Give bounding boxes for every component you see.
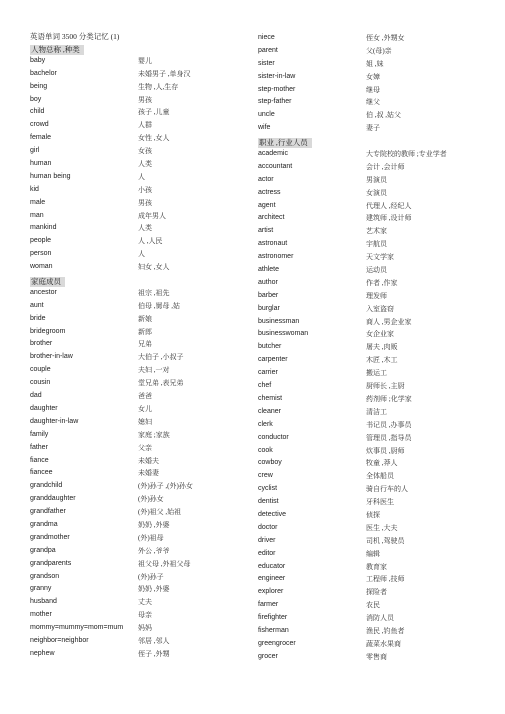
vocab-entry (30, 158, 252, 171)
chinese-meaning: 小孩 (138, 185, 152, 194)
chinese-meaning: 作者 ,作家 (366, 278, 398, 287)
english-word: mankind (30, 224, 57, 232)
chinese-meaning: 入室盗窃 (366, 304, 394, 313)
english-word: kid (30, 185, 39, 193)
english-word: brother-in-law (30, 353, 73, 361)
english-word: step-mother (258, 85, 296, 93)
right-column (258, 32, 480, 664)
vocab-entry (30, 248, 252, 261)
english-word: astronaut (258, 240, 288, 248)
english-word: engineer (258, 575, 286, 583)
chinese-meaning: 奶奶 ,外婆 (138, 520, 170, 529)
chinese-meaning: 艺术家 (366, 227, 387, 236)
vocab-entry (258, 122, 480, 135)
chinese-meaning: 兄弟 (138, 340, 152, 349)
chinese-meaning: 医生 ,大夫 (366, 523, 398, 532)
chinese-meaning: 侄子 ,外甥 (138, 649, 170, 658)
english-word: nephew (30, 649, 55, 657)
vocab-entry (258, 432, 480, 445)
english-word: sister-in-law (258, 72, 296, 80)
vocab-entry (258, 200, 480, 213)
english-word: cleaner (258, 407, 281, 415)
chinese-meaning: 屠夫 ,肉贩 (366, 343, 398, 352)
chinese-meaning: 祖父母 ,外祖父母 (138, 559, 191, 568)
chinese-meaning: 人类 (138, 160, 152, 169)
english-word: bride (30, 314, 46, 322)
chinese-meaning: 孩子 ,儿童 (138, 108, 170, 117)
vocab-entry (30, 300, 252, 313)
english-word: academic (258, 150, 288, 158)
vocab-entry (258, 45, 480, 58)
chinese-meaning: 司机 ,驾驶员 (366, 536, 405, 545)
chinese-meaning: 外公 ,爷爷 (138, 546, 170, 555)
english-word: grandpa (30, 546, 56, 554)
vocab-entry (258, 367, 480, 380)
english-word: step-father (258, 98, 292, 106)
chinese-meaning: 新娘 (138, 314, 152, 323)
chinese-meaning: 女企业家 (366, 330, 394, 339)
vocab-entry (258, 561, 480, 574)
chinese-meaning: 搬运工 (366, 369, 387, 378)
english-word: couple (30, 366, 51, 374)
chinese-meaning: 姐 ,妹 (366, 59, 384, 68)
vocab-entry (258, 419, 480, 432)
english-word: butcher (258, 343, 282, 351)
english-word: mother (30, 611, 52, 619)
chinese-meaning: 建筑师 ,设计师 (366, 214, 412, 223)
english-word: male (30, 198, 46, 206)
vocab-entry (258, 174, 480, 187)
english-word: detective (258, 510, 287, 518)
chinese-meaning: 药剂师 ;化学家 (366, 394, 412, 403)
vocab-entry (30, 493, 252, 506)
vocab-entry (30, 558, 252, 571)
chinese-meaning: 侦探 (366, 510, 380, 519)
vocab-entry (258, 625, 480, 638)
chinese-meaning: 木匠 ,木工 (366, 356, 398, 365)
vocab-entry (258, 290, 480, 303)
chinese-meaning: 继母 (366, 85, 380, 94)
chinese-meaning: 伯母 ,舅母 ,姑 (138, 301, 180, 310)
vocab-entry (258, 496, 480, 509)
vocab-entry (30, 583, 252, 596)
english-word: explorer (258, 588, 284, 596)
vocab-entry (30, 210, 252, 223)
english-word: grocer (258, 652, 278, 660)
vocab-entry (258, 212, 480, 225)
chinese-meaning: 祖宗 ,祖先 (138, 288, 170, 297)
english-word: woman (30, 263, 53, 271)
english-word: actress (258, 188, 281, 196)
chinese-meaning: 丈夫 (138, 598, 152, 607)
english-word: burglar (258, 304, 280, 312)
english-word: conductor (258, 433, 289, 441)
chinese-meaning: 宇航员 (366, 240, 387, 249)
left-sections (30, 42, 252, 661)
vocab-entry (258, 380, 480, 393)
vocab-entry (30, 390, 252, 403)
vocab-entry (258, 264, 480, 277)
vocab-entry (258, 612, 480, 625)
english-word: dad (30, 392, 42, 400)
chinese-meaning: 牧童 ,莽人 (366, 459, 398, 468)
english-word: chemist (258, 394, 283, 402)
chinese-meaning: 男演员 (366, 175, 387, 184)
english-word: fiancee (30, 469, 53, 477)
english-word: brother (30, 340, 53, 348)
english-word: architect (258, 214, 285, 222)
english-word: family (30, 430, 49, 438)
english-word: grandparents (30, 559, 72, 567)
vocab-entry (30, 313, 252, 326)
chinese-meaning: 蔬菜水果商 (366, 639, 401, 648)
chinese-meaning: 妻子 (366, 124, 380, 133)
english-word: bachelor (30, 69, 57, 77)
chinese-meaning: 清洁工 (366, 407, 387, 416)
english-word: mommy=mummy=mom=mum (30, 624, 124, 632)
vocab-entry (30, 197, 252, 210)
vocab-entry (258, 535, 480, 548)
chinese-meaning: 母亲 (138, 611, 152, 620)
english-word: editor (258, 549, 276, 557)
vocab-entry (258, 58, 480, 71)
chinese-meaning: 编辑 (366, 549, 380, 558)
vocab-entry (30, 480, 252, 493)
vocab-entry (30, 532, 252, 545)
chinese-meaning: 媳妇 (138, 417, 152, 426)
vocab-entry (30, 351, 252, 364)
english-word: granddaughter (30, 495, 76, 503)
vocab-entry (258, 406, 480, 419)
english-word: grandmother (30, 533, 70, 541)
chinese-meaning: 理发师 (366, 291, 387, 300)
english-word: cowboy (258, 459, 282, 467)
chinese-meaning: 伯 ,叔 ,姑父 (366, 111, 401, 120)
vocab-entry (258, 238, 480, 251)
english-word: carpenter (258, 356, 288, 364)
vocab-entry (258, 457, 480, 470)
vocab-entry (258, 187, 480, 200)
chinese-meaning: 邻居 ,邻人 (138, 636, 170, 645)
vocab-entry (258, 96, 480, 109)
vocab-entry (258, 316, 480, 329)
vocab-entry (30, 94, 252, 107)
chinese-meaning: 全体船员 (366, 472, 394, 481)
vocab-entry (258, 71, 480, 84)
vocab-entry (30, 442, 252, 455)
chinese-meaning: 教育家 (366, 562, 387, 571)
section-heading: 职业 ,行业人员 (258, 138, 312, 148)
vocab-entry (258, 303, 480, 316)
english-word: ancestor (30, 288, 57, 296)
vocab-entry (258, 586, 480, 599)
vocab-entry (30, 68, 252, 81)
english-word: agent (258, 201, 276, 209)
english-word: dentist (258, 498, 279, 506)
english-word: fiance (30, 456, 49, 464)
english-word: husband (30, 598, 57, 606)
vocab-entry (30, 106, 252, 119)
chinese-meaning: 父亲 (138, 443, 152, 452)
english-word: daughter-in-law (30, 417, 79, 425)
chinese-meaning: 女嫜 (366, 72, 380, 81)
english-word: cook (258, 446, 273, 454)
chinese-meaning: 人 (138, 172, 145, 181)
english-word: human (30, 160, 52, 168)
chinese-meaning: 继父 (366, 98, 380, 107)
english-word: fisherman (258, 626, 289, 634)
section-heading-row (30, 42, 252, 55)
chinese-meaning: 家庭 ;家族 (138, 430, 170, 439)
english-word: daughter (30, 404, 58, 412)
english-word: person (30, 250, 52, 258)
english-word: aunt (30, 301, 44, 309)
vocab-entry (30, 519, 252, 532)
vocab-entry (258, 638, 480, 651)
chinese-meaning: 消防人员 (366, 614, 394, 623)
english-word: grandson (30, 572, 60, 580)
english-word: crew (258, 472, 273, 480)
vocab-entry (258, 84, 480, 97)
english-word: businesswoman (258, 330, 309, 338)
vocab-entry (30, 596, 252, 609)
chinese-meaning: 商人 ,男企业家 (366, 317, 412, 326)
vocab-entry (30, 429, 252, 442)
english-word: artist (258, 227, 274, 235)
chinese-meaning: 堂兄弟 ,表兄弟 (138, 379, 184, 388)
english-word: cyclist (258, 485, 278, 493)
english-word: baby (30, 56, 46, 64)
english-word: father (30, 443, 48, 451)
vocab-entry (30, 184, 252, 197)
vocab-entry (258, 32, 480, 45)
chinese-meaning: 女演员 (366, 188, 387, 197)
chinese-meaning: 女儿 (138, 404, 152, 413)
chinese-meaning: 厨师长 ,主厨 (366, 382, 405, 391)
english-word: girl (30, 147, 40, 155)
english-word: man (30, 211, 44, 219)
vocab-entry (30, 455, 252, 468)
vocab-entry (258, 522, 480, 535)
chinese-meaning: (外)孙子 ,(外)孙女 (138, 482, 193, 491)
chinese-meaning: 爸爸 (138, 392, 152, 401)
chinese-meaning: 妈妈 (138, 624, 152, 633)
english-word: athlete (258, 266, 280, 274)
english-word: cousin (30, 379, 51, 387)
english-word: author (258, 278, 278, 286)
english-word: granny (30, 585, 52, 593)
chinese-meaning: 渔民 ,钓鱼者 (366, 626, 405, 635)
english-word: clerk (258, 420, 273, 428)
chinese-meaning: 会计 ,会计师 (366, 162, 405, 171)
vocab-entry (30, 648, 252, 661)
vocab-entry (30, 571, 252, 584)
english-word: chef (258, 382, 272, 390)
vocab-entry (30, 235, 252, 248)
vocab-entry (258, 161, 480, 174)
chinese-meaning: 新郎 (138, 327, 152, 336)
chinese-meaning: 奶奶 ,外婆 (138, 585, 170, 594)
chinese-meaning: 人类 (138, 224, 152, 233)
english-word: businessman (258, 317, 300, 325)
chinese-meaning: 男孩 (138, 198, 152, 207)
english-word: doctor (258, 523, 278, 531)
english-word: actor (258, 175, 274, 183)
vocab-entry (258, 109, 480, 122)
vocab-entry (30, 119, 252, 132)
english-word: accountant (258, 162, 293, 170)
english-word: being (30, 82, 48, 90)
vocab-entry (258, 548, 480, 561)
chinese-meaning: 工程师 ,技师 (366, 575, 405, 584)
chinese-meaning: 女孩 (138, 147, 152, 156)
vocab-entry (30, 467, 252, 480)
english-word: grandchild (30, 482, 63, 490)
english-word: niece (258, 34, 275, 41)
vocab-entry (30, 545, 252, 558)
english-word: greengrocer (258, 639, 296, 647)
chinese-meaning: 书记员 ,办事员 (366, 420, 412, 429)
english-word: uncle (258, 111, 275, 119)
chinese-meaning: 女性 ,女人 (138, 134, 170, 143)
chinese-meaning: 炊事员 ,厨师 (366, 446, 405, 455)
vocab-entry (258, 225, 480, 238)
vocab-entry (30, 171, 252, 184)
english-word: neighbor=neighbor (30, 636, 89, 644)
left-column (30, 32, 252, 661)
vocab-entry (30, 338, 252, 351)
english-word: sister (258, 59, 275, 67)
chinese-meaning: (外)祖父 ,始祖 (138, 508, 182, 517)
section-heading-row (258, 135, 480, 148)
right-sections (258, 32, 480, 664)
english-word: astronomer (258, 253, 294, 261)
vocab-entry (258, 509, 480, 522)
chinese-meaning: 父(母)亲 (366, 46, 392, 55)
vocab-entry (258, 341, 480, 354)
chinese-meaning: 未婚男子 ,单身汉 (138, 69, 191, 78)
english-word: parent (258, 46, 278, 54)
chinese-meaning: 大专院校的教师 ;专业学者 (366, 150, 447, 159)
chinese-meaning: 探险者 (366, 588, 387, 597)
english-word: wife (258, 124, 271, 132)
vocab-entry (258, 328, 480, 341)
chinese-meaning: 零售商 (366, 652, 387, 661)
vocab-entry (258, 573, 480, 586)
vocab-entry (30, 622, 252, 635)
english-word: farmer (258, 601, 279, 609)
chinese-meaning: 天文学家 (366, 253, 394, 262)
vocab-entry (30, 222, 252, 235)
english-word: crowd (30, 121, 49, 129)
vocab-entry (30, 403, 252, 416)
vocab-entry (258, 277, 480, 290)
chinese-meaning: (外)孙女 (138, 495, 164, 504)
chinese-meaning: 人 ,人民 (138, 237, 163, 246)
chinese-meaning: 夫妇 ,一对 (138, 366, 170, 375)
vocab-entry (30, 609, 252, 622)
english-word: driver (258, 536, 276, 544)
vocab-entry (258, 599, 480, 612)
vocab-entry (30, 132, 252, 145)
chinese-meaning: 生物 ,人,生存 (138, 82, 179, 91)
chinese-meaning: 人 (138, 250, 145, 259)
section-heading-row (30, 274, 252, 287)
chinese-meaning: 大伯子 ,小叔子 (138, 353, 184, 362)
vocab-entry (258, 445, 480, 458)
chinese-meaning: (外)祖母 (138, 533, 164, 542)
vocab-entry (258, 393, 480, 406)
vocab-entry (30, 287, 252, 300)
english-word: grandfather (30, 508, 66, 516)
vocab-entry (258, 483, 480, 496)
chinese-meaning: 未婚妻 (138, 469, 159, 478)
chinese-meaning: 未婚夫 (138, 456, 159, 465)
english-word: people (30, 237, 52, 245)
vocab-entry (30, 377, 252, 390)
vocab-entry (30, 81, 252, 94)
english-word: firefighter (258, 614, 288, 622)
english-word: grandma (30, 520, 58, 528)
english-word: human being (30, 172, 71, 180)
vocab-entry (258, 148, 480, 161)
chinese-meaning: 代理人 ,经纪人 (366, 201, 412, 210)
chinese-meaning: 男孩 (138, 95, 152, 104)
chinese-meaning: 妇女 ,女人 (138, 263, 170, 272)
chinese-meaning: 农民 (366, 601, 380, 610)
section-heading: 人物总称 ,种类 (30, 45, 84, 55)
chinese-meaning: 婴儿 (138, 56, 152, 65)
chinese-meaning: 运动员 (366, 266, 387, 275)
page-title: 英语单词 3500 分类记忆 (1) (30, 32, 120, 41)
vocab-entry (30, 635, 252, 648)
vocab-entry (30, 506, 252, 519)
chinese-meaning: 管理员 ,指导员 (366, 433, 412, 442)
vocab-entry (30, 55, 252, 68)
vocab-entry (258, 251, 480, 264)
english-word: child (30, 108, 45, 116)
vocab-entry (258, 651, 480, 664)
chinese-meaning: (外)孙子 (138, 572, 164, 581)
chinese-meaning: 骑自行车的人 (366, 485, 408, 494)
vocab-entry (258, 470, 480, 483)
english-word: bridegroom (30, 327, 66, 335)
chinese-meaning: 人群 (138, 121, 152, 130)
vocab-entry (30, 261, 252, 274)
english-word: barber (258, 291, 279, 299)
chinese-meaning: 成年男人 (138, 211, 166, 220)
vocab-entry (30, 145, 252, 158)
vocab-entry (30, 364, 252, 377)
vocab-entry (30, 416, 252, 429)
english-word: educator (258, 562, 286, 570)
english-word: carrier (258, 369, 278, 377)
chinese-meaning: 侄女 ,外甥女 (366, 34, 405, 42)
vocab-entry (258, 354, 480, 367)
english-word: boy (30, 95, 42, 103)
english-word: female (30, 134, 52, 142)
section-heading: 家庭成员 (30, 277, 65, 287)
vocab-entry (30, 326, 252, 339)
chinese-meaning: 牙科医生 (366, 498, 394, 507)
